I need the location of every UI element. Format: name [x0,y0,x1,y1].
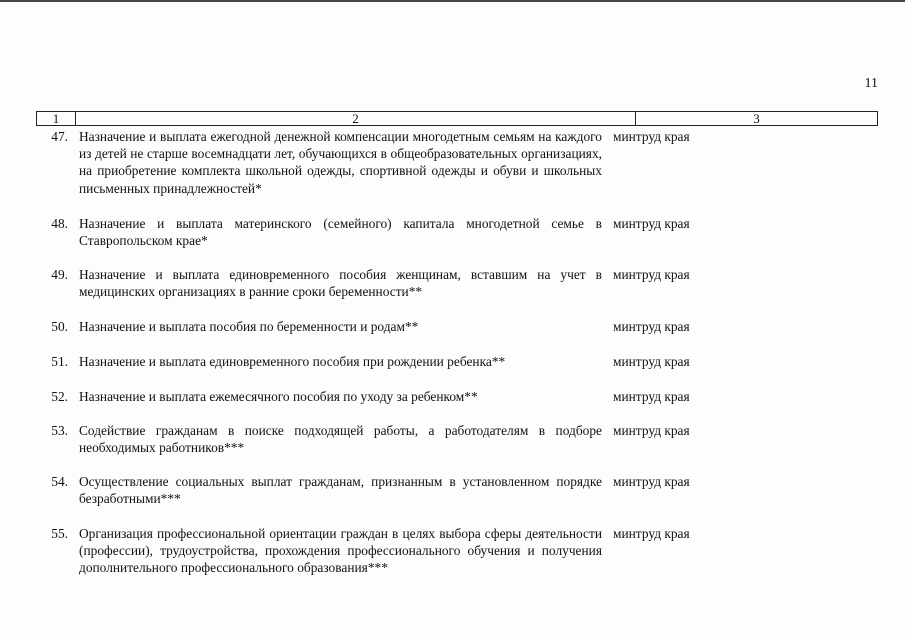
row-responsible-body: минтруд края [613,423,690,438]
table-row [36,318,878,353]
row-number: 53. [51,423,68,438]
table-row [36,353,878,388]
row-number: 50. [51,319,68,334]
table-row [36,473,878,525]
table-row [36,388,878,422]
table-row [36,128,878,215]
table-header-row [36,111,878,126]
table-body [36,128,878,585]
row-service-name: Назначение и выплата единовременного пособия женщинам, вставшим на учет в медицинских организациях в ранние сроки беременности** [79,267,602,300]
row-number: 52. [51,389,68,404]
page-top-edge [0,0,905,2]
row-service-name: Назначение и выплата пособия по беременности и родам** [79,319,419,334]
row-responsible-body: минтруд края [613,354,690,369]
row-service-name: Назначение и выплата материнского (семейного) капитала многодетной семье в Ставропольском крае* [79,216,602,249]
table-row [36,215,878,266]
row-responsible-body: минтруд края [613,526,690,541]
row-service-name: Организация профессиональной ориентации граждан в целях выбора сферы деятельности (профессии), трудоустройства, прохождения профессионального обучения и получения дополнительного профессионального образования*** [79,526,602,576]
row-number: 54. [51,474,68,489]
row-responsible-body: минтруд края [613,129,690,144]
row-responsible-body: минтруд края [613,267,690,282]
row-number: 47. [51,129,68,144]
row-responsible-body: минтруд края [613,474,690,489]
table-row [36,525,878,585]
row-responsible-body: минтруд края [613,216,690,231]
row-responsible-body: минтруд края [613,319,690,334]
table-header-col-1: 1 [37,112,76,125]
table-header-col-3: 3 [753,111,760,126]
row-service-name: Назначение и выплата ежегодной денежной компенсации многодетным семьям на каждого из детей не старше восемнадцати лет, обучающихся в общеобразовательных организациях, на приобретение комплекта школьной одежды, спортивной одежды и обуви и школьных письменных принадлежностей* [79,129,602,196]
row-number: 51. [51,354,68,369]
row-service-name: Назначение и выплата ежемесячного пособия по уходу за ребенком** [79,389,478,404]
table-header-col-2: 2 [76,112,636,125]
row-responsible-body: минтруд края [613,389,690,404]
table-row [36,266,878,318]
row-service-name: Содействие гражданам в поиске подходящей работы, а работодателям в подборе необходимых работников*** [79,423,602,456]
row-number: 55. [51,526,68,541]
row-service-name: Осуществление социальных выплат гражданам, признанным в установленном порядке безработными*** [79,474,602,507]
row-service-name: Назначение и выплата единовременного пособия при рождении ребенка** [79,354,506,369]
page-number: 11 [864,76,878,91]
table-row [36,422,878,473]
row-number: 48. [51,216,68,231]
row-number: 49. [51,267,68,282]
